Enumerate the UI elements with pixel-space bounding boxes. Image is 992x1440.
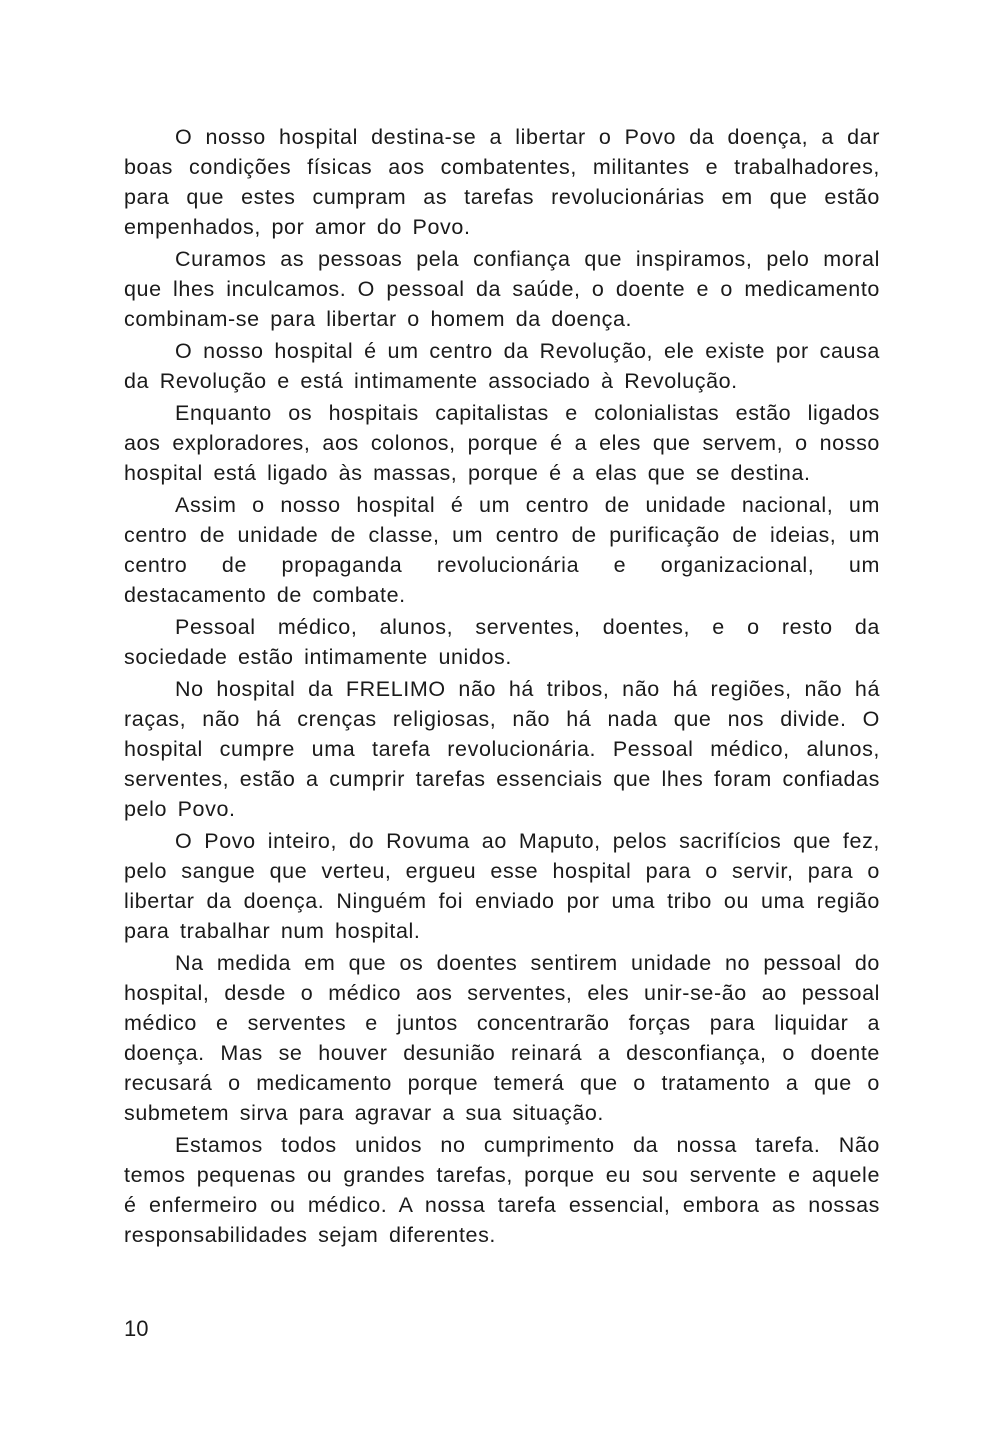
paragraph-2: Curamos as pessoas pela confiança que inspiramos, pelo moral que lhes inculcamos. O pessoal da saúde, o doente e o medicamento combinam-se para libertar o homem da doença. [124, 247, 880, 331]
paragraph-1: O nosso hospital destina-se a libertar o Povo da doença, a dar boas condições físicas aos combatentes, militantes e trabalhadores, para que estes cumpram as tarefas revolucionárias em que estão empenhados, por amor do Povo. [124, 125, 880, 239]
paragraph-4: Enquanto os hospitais capitalistas e colonialistas estão ligados aos exploradores, aos colonos, porque é a eles que servem, o nosso hospital está ligado às massas, porque é a elas que se destina. [124, 401, 880, 485]
paragraph-10: Estamos todos unidos no cumprimento da nossa tarefa. Não temos pequenas ou grandes tarefas, porque eu sou servente e aquele é enfermeiro ou médico. A nossa tarefa essencial, embora as nossas responsabilidades sejam diferentes. [124, 1133, 880, 1247]
paragraph-8: O Povo inteiro, do Rovuma ao Maputo, pelos sacrifícios que fez, pelo sangue que verteu, ergueu esse hospital para o servir, para o libertar da doença. Ninguém foi enviado por uma tribo ou uma região para trabalhar num hospital. [124, 829, 880, 943]
paragraph-7: No hospital da FRELIMO não há tribos, não há regiões, não há raças, não há crenças religiosas, não há nada que nos divide. O hospital cumpre uma tarefa revolucionária. Pessoal médico, alunos, serventes, estão a cumprir tarefas essenciais que lhes foram confiadas pelo Povo. [124, 677, 880, 821]
paragraph-6: Pessoal médico, alunos, serventes, doentes, e o resto da sociedade estão intimamente unidos. [124, 615, 880, 669]
paragraph-9: Na medida em que os doentes sentirem unidade no pessoal do hospital, desde o médico aos serventes, eles unir-se-ão ao pessoal médico e serventes e juntos concentrarão forças para liquidar a doença. Mas se houver desunião reinará a desconfiança, o doente recusará o medicamento porque temerá que o tratamento a que o submetem sirva para agravar a sua situação. [124, 951, 880, 1125]
body-text [124, 122, 880, 1252]
page-number: 10 [124, 1316, 149, 1341]
paragraph-3: O nosso hospital é um centro da Revolução, ele existe por causa da Revolução e está intimamente associado à Revolução. [124, 339, 880, 393]
paragraph-5: Assim o nosso hospital é um centro de unidade nacional, um centro de unidade de classe, um centro de purificação de ideias, um centro de propaganda revolucionária e organizacional, um destacamento de combate. [124, 493, 880, 607]
